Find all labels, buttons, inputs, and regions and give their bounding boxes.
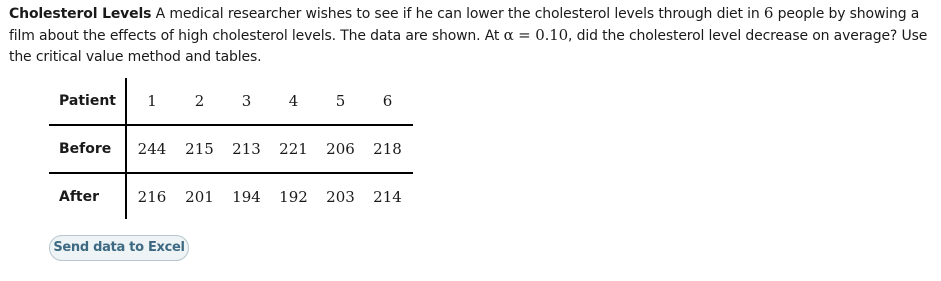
table-cell: 214 (364, 173, 413, 219)
send-data-to-excel-button[interactable]: Send data to Excel (49, 235, 189, 261)
table-cell: 3 (241, 92, 252, 110)
table-cell: 216 (126, 173, 176, 219)
table-cell: 203 (317, 173, 364, 219)
table-cell: 218 (364, 125, 413, 173)
table-cell: 215 (176, 125, 223, 173)
table-cell: 221 (270, 125, 317, 173)
problem-title: Cholesterol Levels (9, 6, 152, 22)
problem-statement (9, 3, 937, 68)
table-cell: 5 (335, 92, 346, 110)
table-cell: 192 (270, 173, 317, 219)
problem-text-part2: people by showing a film about the effects of high cholesterol levels. The data are shown. At (9, 6, 920, 44)
table-cell: 201 (176, 173, 223, 219)
row-header-after: After (49, 173, 126, 219)
table-cell: 213 (223, 125, 270, 173)
table-cell: 194 (223, 173, 270, 219)
table-row-patient (49, 78, 413, 125)
problem-text-part1: A medical researcher wishes to see if he can lower the cholesterol levels through diet in (151, 6, 764, 22)
row-header-before: Before (49, 125, 126, 173)
table-cell: 244 (126, 125, 176, 173)
row-header-patient: Patient (49, 78, 126, 125)
table-row-after (49, 173, 413, 219)
alpha-equals: = (513, 26, 536, 44)
table-cell: 206 (317, 125, 364, 173)
table-cell: 6 (382, 92, 393, 110)
problem-text-part3: , did the cholesterol level decrease on average? Use the critical value method and tables. (9, 28, 928, 65)
table-cell: 4 (288, 92, 299, 110)
alpha-value: 0.10 (535, 26, 569, 44)
table-row-before (49, 125, 413, 173)
table-cell: 1 (147, 92, 157, 110)
alpha-symbol: α (503, 26, 514, 44)
cholesterol-data-table (49, 78, 413, 219)
table-cell: 2 (194, 92, 205, 110)
sample-size: 6 (763, 4, 774, 22)
